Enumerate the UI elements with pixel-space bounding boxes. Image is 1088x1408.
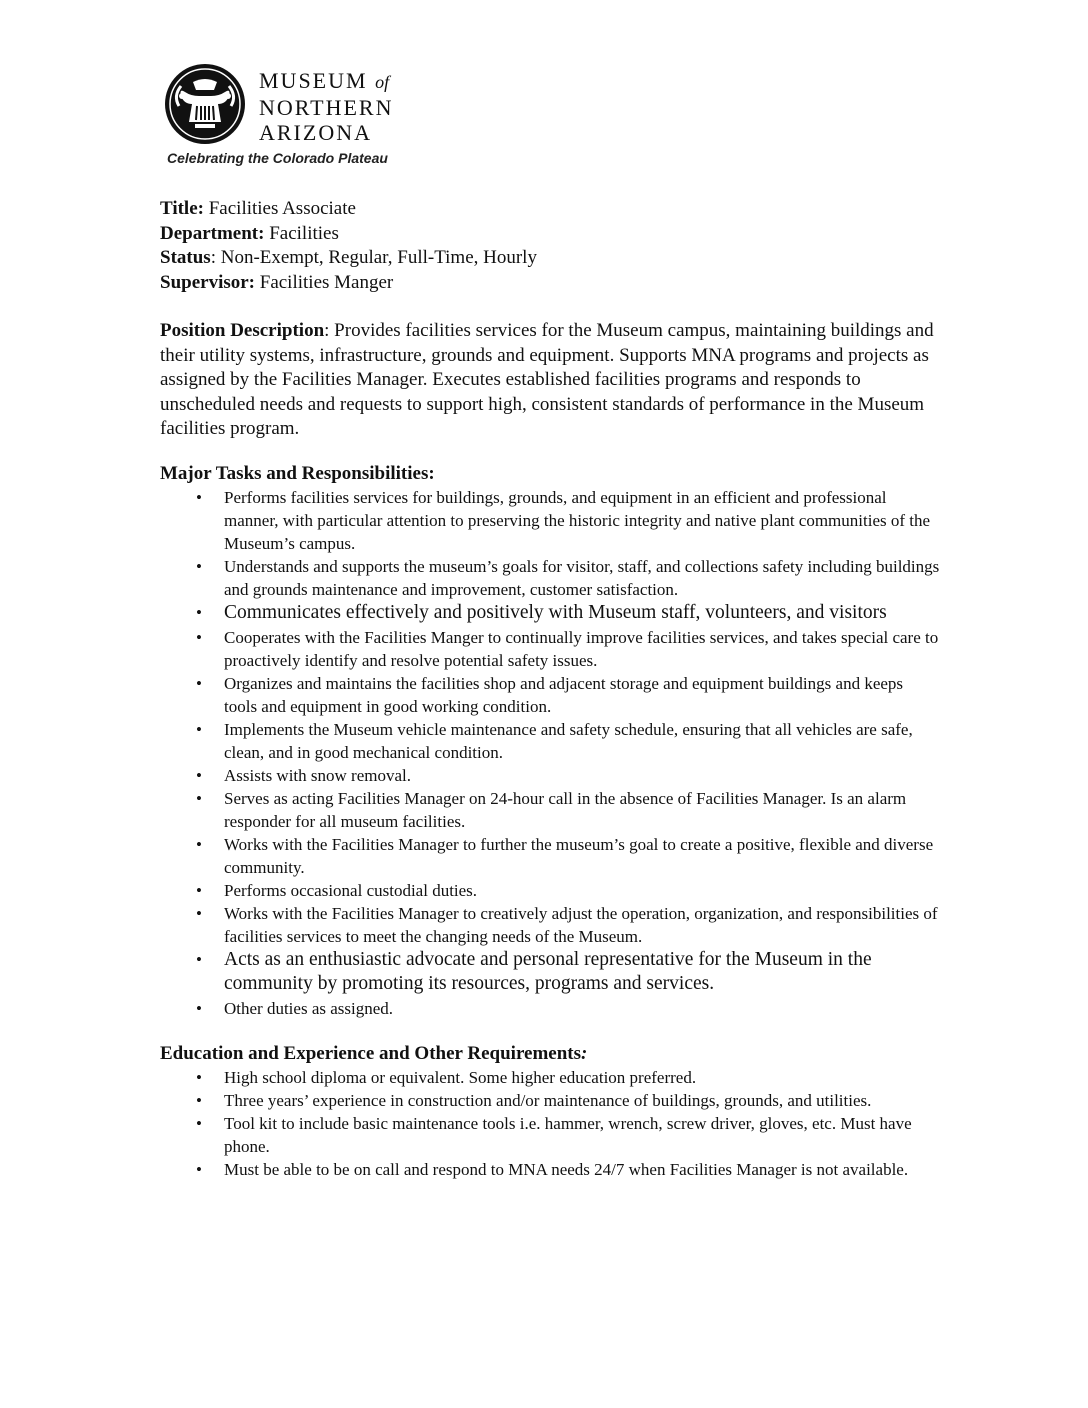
task-item: • Understands and supports the museum’s goals for visitor, staff, and collections safety including buildings and grounds maintenance and improvement, customer satisfaction. (160, 555, 940, 601)
requirements-heading-colon: : (581, 1042, 588, 1064)
requirement-item: • High school diploma or equivalent. Some higher education preferred. (160, 1066, 940, 1089)
logo-of: of (375, 72, 390, 92)
job-meta (160, 197, 940, 295)
description-text: Provides facilities services for the Museum campus, maintaining buildings and their utility systems, infrastructure, grounds and equipment. Supports MNA programs and projects as assigned by the Facilities Manager. Executes established facilities programs and responds to unscheduled needs and requests to support high, consistent standards of performance in the Museum facilities program. (160, 320, 934, 439)
task-item: • Performs facilities services for buildings, grounds, and equipment in an efficient and professional manner, with particular attention to preserving the historic integrity and native plant communities of the Museum’s campus. (160, 486, 940, 555)
position-description (160, 319, 940, 442)
museum-emblem-icon (163, 62, 247, 146)
task-item: • Serves as acting Facilities Manager on 24-hour call in the absence of Facilities Manager. Is an alarm responder for all museum facilities. (160, 787, 940, 833)
status-line (160, 246, 940, 271)
description-colon: : (324, 320, 330, 341)
status-value: : Non-Exempt, Regular, Full-Time, Hourly (210, 247, 537, 268)
task-item: • Other duties as assigned. (160, 997, 940, 1020)
department-label: Department: (160, 222, 265, 244)
requirement-item: • Tool kit to include basic maintenance tools i.e. hammer, wrench, screw driver, gloves, etc. Must have phone. (160, 1112, 940, 1158)
task-item: • Communicates effectively and positively with Museum staff, volunteers, and visitors (160, 601, 940, 626)
logo-line-2: NORTHERN (259, 95, 394, 120)
supervisor-line (160, 271, 940, 296)
requirement-item: • Must be able to be on call and respond to MNA needs 24/7 when Facilities Manager is not available. (160, 1158, 940, 1181)
status-label: Status (160, 247, 211, 268)
logo-line-3: ARIZONA (259, 120, 372, 145)
task-item: • Organizes and maintains the facilities shop and adjacent storage and equipment buildings and keeps tools and equipment in good working condition. (160, 672, 940, 718)
requirements-heading-text: Education and Experience and Other Requirements (160, 1042, 582, 1064)
supervisor-value: Facilities Manger (255, 271, 394, 293)
department-value: Facilities (264, 222, 339, 244)
logo-line-1: MUSEUM (259, 68, 368, 93)
task-item: • Performs occasional custodial duties. (160, 879, 940, 902)
requirement-item: • Three years’ experience in construction and/or maintenance of buildings, grounds, and utilities. (160, 1089, 940, 1112)
task-item: • Works with the Facilities Manager to creatively adjust the operation, organization, and responsibilities of facilities services to meet the changing needs of the Museum. (160, 902, 940, 948)
document-body (160, 197, 940, 1181)
task-item: • Acts as an enthusiastic advocate and personal representative for the Museum in the community by promoting its resources, programs and services. (160, 948, 940, 997)
requirements-heading (160, 1042, 940, 1067)
title-value: Facilities Associate (203, 198, 356, 219)
department-line (160, 222, 940, 247)
title-label: Title: (160, 198, 204, 219)
logo-tagline: Celebrating the Colorado Plateau (167, 150, 388, 166)
tasks-list (160, 486, 940, 1020)
logo-wordmark (259, 68, 393, 145)
supervisor-label: Supervisor: (160, 271, 255, 293)
museum-logo (163, 62, 403, 172)
task-item: • Cooperates with the Facilities Manger to continually improve facilities services, and takes special care to proactively identify and resolve potential safety issues. (160, 626, 940, 672)
task-item: • Assists with snow removal. (160, 764, 940, 787)
requirements-list (160, 1066, 940, 1181)
description-label: Position Description (160, 320, 325, 341)
task-item: • Implements the Museum vehicle maintenance and safety schedule, ensuring that all vehicles are safe, clean, and in good mechanical condition. (160, 718, 940, 764)
tasks-heading: Major Tasks and Responsibilities: (160, 462, 435, 484)
task-item: • Works with the Facilities Manager to further the museum’s goal to create a positive, flexible and diverse community. (160, 833, 940, 879)
title-line (160, 197, 940, 222)
